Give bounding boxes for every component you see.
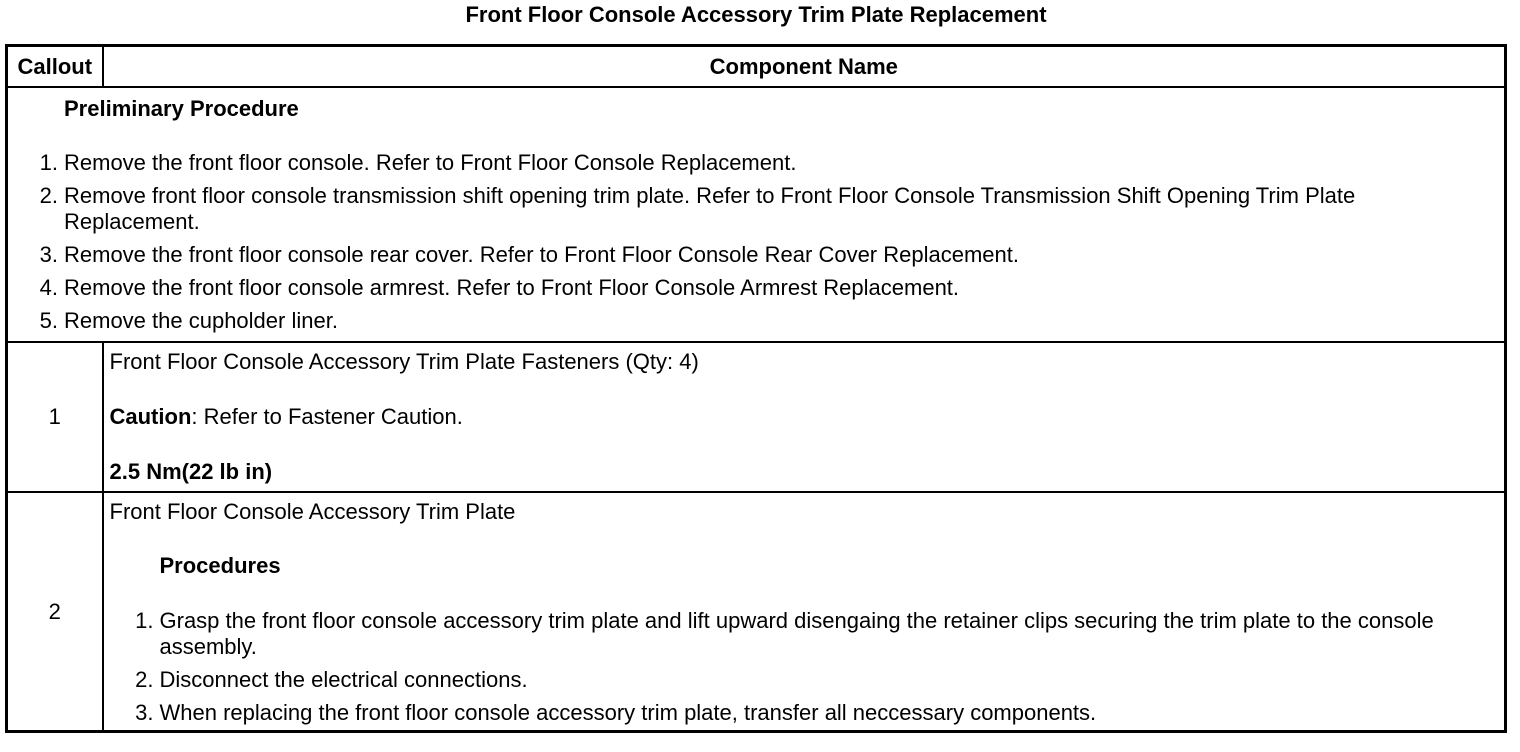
step-number: 2. <box>39 183 58 208</box>
step-number: 2. <box>135 667 154 692</box>
step-text: Grasp the front floor console accessory trim plate and lift upward disengaing the retainer clips securing the trim plate to the console assembly. <box>159 608 1434 659</box>
caution-label: Caution <box>109 404 192 429</box>
torque-spec <box>110 459 1499 485</box>
preliminary-heading: Preliminary Procedure <box>64 96 299 121</box>
caution-line <box>110 404 1499 430</box>
step-number: 1. <box>39 150 58 175</box>
component-name: Front Floor Console Accessory Trim Plate Fasteners (Qty: 4) <box>109 349 699 374</box>
step-number: 3. <box>135 700 154 725</box>
preliminary-row <box>7 87 1506 342</box>
table-row <box>7 492 1506 732</box>
preliminary-cell <box>7 87 1506 342</box>
callout-number: 2 <box>7 492 103 732</box>
list-item <box>28 150 1494 176</box>
torque-value: 2.5 Nm(22 lb in) <box>109 459 273 484</box>
step-text: Disconnect the electrical connections. <box>159 667 528 692</box>
list-item <box>28 275 1494 301</box>
step-text: Remove the front floor console armrest. Refer to Front Floor Console Armrest Replacement. <box>64 275 960 300</box>
callout-header: Callout <box>7 46 103 88</box>
step-text: Remove the cupholder liner. <box>64 308 338 333</box>
table-header-row <box>7 46 1506 88</box>
list-item <box>28 242 1494 268</box>
step-text: When replacing the front floor console accessory trim plate, transfer all neccessary components. <box>159 700 1097 725</box>
list-item <box>28 308 1494 334</box>
component-name-header: Component Name <box>103 46 1506 88</box>
table-row <box>7 342 1506 492</box>
step-text: Remove the front floor console rear cover. Refer to Front Floor Console Rear Cover Replacement. <box>64 242 1019 267</box>
step-text: Remove front floor console transmission shift opening trim plate. Refer to Front Floor Console Transmission Shift Opening Trim Plate Replacement. <box>64 183 1356 234</box>
component-name: Front Floor Console Accessory Trim Plate <box>109 499 516 524</box>
component-cell <box>103 492 1506 732</box>
step-number: 5. <box>39 308 58 333</box>
list-item <box>124 700 1499 726</box>
list-item <box>124 667 1499 693</box>
list-item <box>124 608 1499 660</box>
procedure-steps <box>124 608 1499 726</box>
page-title: Front Floor Console Accessory Trim Plate Replacement <box>465 2 1047 27</box>
step-number: 4. <box>39 275 58 300</box>
preliminary-steps <box>28 150 1494 334</box>
procedures-heading: Procedures <box>159 553 281 578</box>
list-item <box>28 183 1494 235</box>
procedure-table <box>5 44 1507 733</box>
callout-number: 1 <box>7 342 103 492</box>
step-number: 1. <box>135 608 154 633</box>
step-number: 3. <box>39 242 58 267</box>
caution-text: : Refer to Fastener Caution. <box>191 404 463 429</box>
step-text: Remove the front floor console. Refer to Front Floor Console Replacement. <box>64 150 797 175</box>
component-cell <box>103 342 1506 492</box>
